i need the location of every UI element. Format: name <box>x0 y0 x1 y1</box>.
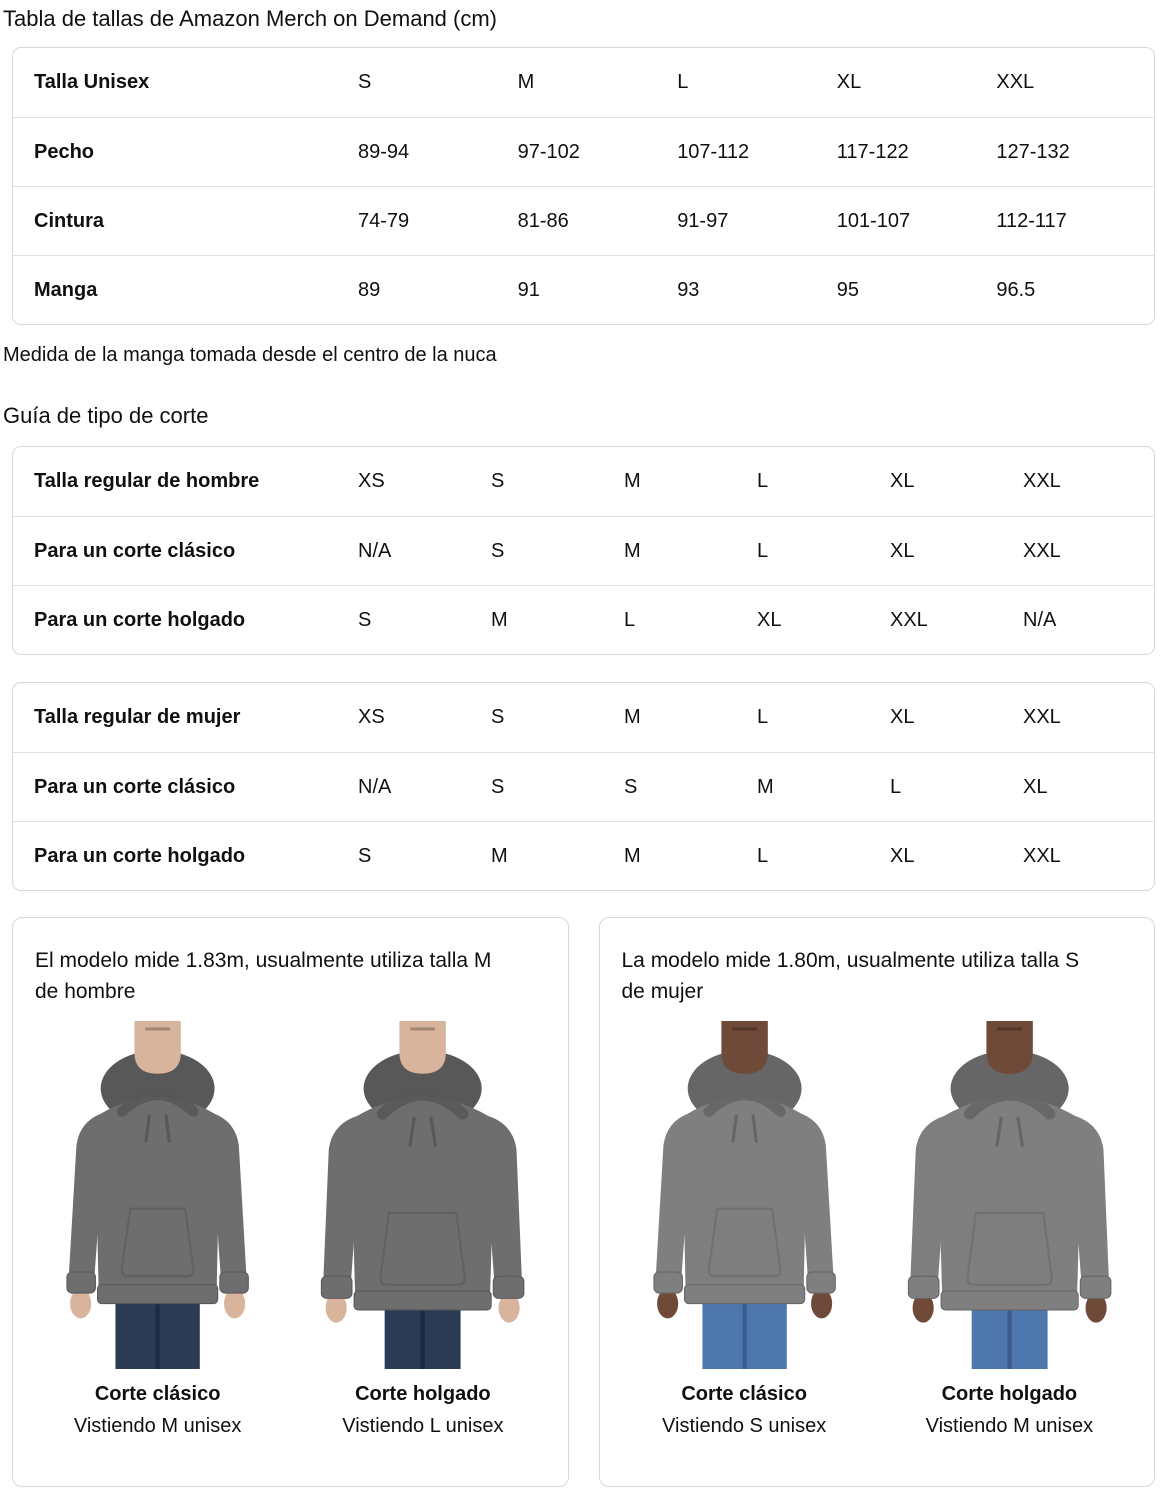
measure-cell: 89-94 <box>356 117 516 186</box>
size-cell: N/A <box>356 752 489 821</box>
hoodie-figure-illustration <box>881 1021 1138 1369</box>
size-cell: XXL <box>1023 706 1061 728</box>
hoodie-figure-illustration <box>294 1021 551 1369</box>
size-cell: XL <box>1021 752 1154 821</box>
size-cell: XS <box>358 470 385 492</box>
size-cell: L <box>757 470 769 492</box>
size-cell: XXL <box>1021 821 1154 890</box>
size-cell: S <box>356 585 489 654</box>
model-photo-women-loose <box>881 1021 1138 1369</box>
size-cell: S <box>356 821 489 890</box>
model-figure <box>881 1021 1138 1438</box>
size-cell: XXL <box>1021 516 1154 585</box>
size-cell: XS <box>358 706 385 728</box>
measure-cell: 96.5 <box>994 255 1154 324</box>
photo-caption <box>881 1382 1138 1438</box>
size-cell: M <box>622 516 755 585</box>
fit-guide-title: Guía de tipo de corte <box>3 403 209 428</box>
wearing-size-label: Vistiendo S unisex <box>662 1415 827 1437</box>
table-row <box>13 683 1154 752</box>
measure-cell: 95 <box>835 255 995 324</box>
row-label: Para un corte clásico <box>13 752 356 821</box>
size-cell: XXL <box>1023 470 1061 492</box>
size-cell: M <box>489 821 622 890</box>
size-cell: M <box>489 585 622 654</box>
women-fit-table <box>12 682 1155 891</box>
size-cell: XL <box>888 516 1021 585</box>
size-chart-page <box>0 6 1167 1487</box>
unisex-size-table <box>12 47 1155 325</box>
measure-cell: 97-102 <box>516 117 676 186</box>
wearing-size-label: Vistiendo L unisex <box>342 1415 504 1437</box>
size-cell: S <box>489 752 622 821</box>
size-cell: S <box>489 516 622 585</box>
size-cell: L <box>755 821 888 890</box>
wearing-size-label: Vistiendo M unisex <box>73 1415 242 1437</box>
measure-cell: 91 <box>516 255 676 324</box>
size-cell: M <box>622 821 755 890</box>
size-cell: XL <box>836 71 862 93</box>
wearing-size-label: Vistiendo M unisex <box>925 1415 1094 1437</box>
measure-cell: 81-86 <box>516 186 676 255</box>
photo-caption <box>294 1382 551 1438</box>
photo-row <box>29 1021 552 1438</box>
row-label: Pecho <box>13 117 356 186</box>
measure-cell: 74-79 <box>356 186 516 255</box>
model-photo-men-loose <box>294 1021 551 1369</box>
size-cell: M <box>517 71 535 93</box>
size-cell: L <box>622 585 755 654</box>
model-figure <box>294 1021 551 1438</box>
table-row <box>13 752 1154 821</box>
fit-type-label: Corte holgado <box>941 1383 1078 1405</box>
row-label: Talla regular de mujer <box>34 706 241 728</box>
fit-type-label: Corte clásico <box>681 1383 807 1405</box>
size-cell: S <box>622 752 755 821</box>
table-row <box>13 48 1154 117</box>
row-label: Para un corte holgado <box>13 821 356 890</box>
model-description: La modelo mide 1.80m, usualmente utiliza talla S de mujer <box>621 949 1080 1003</box>
size-cell: M <box>624 470 641 492</box>
photo-row <box>616 1021 1139 1438</box>
row-label: Talla regular de hombre <box>34 470 260 492</box>
size-cell: XL <box>890 706 915 728</box>
page-title: Tabla de tallas de Amazon Merch on Demand (cm) <box>3 6 498 31</box>
fit-type-label: Corte holgado <box>355 1383 491 1405</box>
measure-cell: 93 <box>675 255 835 324</box>
size-cell: S <box>491 706 505 728</box>
size-cell: M <box>755 752 888 821</box>
size-cell: XL <box>888 821 1021 890</box>
size-cell: N/A <box>1021 585 1154 654</box>
measure-cell: 117-122 <box>835 117 995 186</box>
size-cell: XXL <box>996 71 1035 93</box>
size-cell: XL <box>890 470 915 492</box>
model-figure <box>616 1021 873 1438</box>
measure-cell: 91-97 <box>675 186 835 255</box>
row-label: Cintura <box>13 186 356 255</box>
measure-cell: 101-107 <box>835 186 995 255</box>
size-cell: N/A <box>356 516 489 585</box>
model-description: El modelo mide 1.83m, usualmente utiliza talla M de hombre <box>35 949 492 1003</box>
sleeve-measure-note: Medida de la manga tomada desde el centro de la nuca <box>3 344 497 366</box>
photo-caption <box>29 1382 286 1438</box>
table-row <box>13 585 1154 654</box>
size-cell: L <box>888 752 1021 821</box>
table-row <box>13 186 1154 255</box>
men-model-card <box>12 917 569 1487</box>
model-photo-women-classic <box>616 1021 873 1369</box>
fit-type-label: Corte clásico <box>94 1383 221 1405</box>
measure-cell: 112-117 <box>994 186 1154 255</box>
row-label: Para un corte clásico <box>13 516 356 585</box>
size-cell: M <box>624 706 641 728</box>
measure-cell: 107-112 <box>675 117 835 186</box>
row-label: Talla Unisex <box>34 71 150 93</box>
row-label: Para un corte holgado <box>13 585 356 654</box>
measure-cell: 127-132 <box>994 117 1154 186</box>
hoodie-figure-illustration <box>29 1021 286 1369</box>
men-fit-table <box>12 446 1155 655</box>
model-cards-row <box>12 917 1155 1487</box>
table-row <box>13 255 1154 324</box>
size-cell: S <box>491 470 505 492</box>
table-row <box>13 117 1154 186</box>
size-cell: XL <box>755 585 888 654</box>
measure-cell: 89 <box>356 255 516 324</box>
size-cell: L <box>755 516 888 585</box>
size-cell: L <box>757 706 769 728</box>
photo-caption <box>616 1382 873 1438</box>
table-row <box>13 516 1154 585</box>
model-figure <box>29 1021 286 1438</box>
model-photo-men-classic <box>29 1021 286 1369</box>
table-row <box>13 821 1154 890</box>
table-row <box>13 447 1154 516</box>
row-label: Manga <box>13 255 356 324</box>
size-cell: XXL <box>888 585 1021 654</box>
women-model-card <box>599 917 1156 1487</box>
size-cell: L <box>677 71 689 93</box>
hoodie-figure-illustration <box>616 1021 873 1369</box>
size-cell: S <box>358 71 372 93</box>
